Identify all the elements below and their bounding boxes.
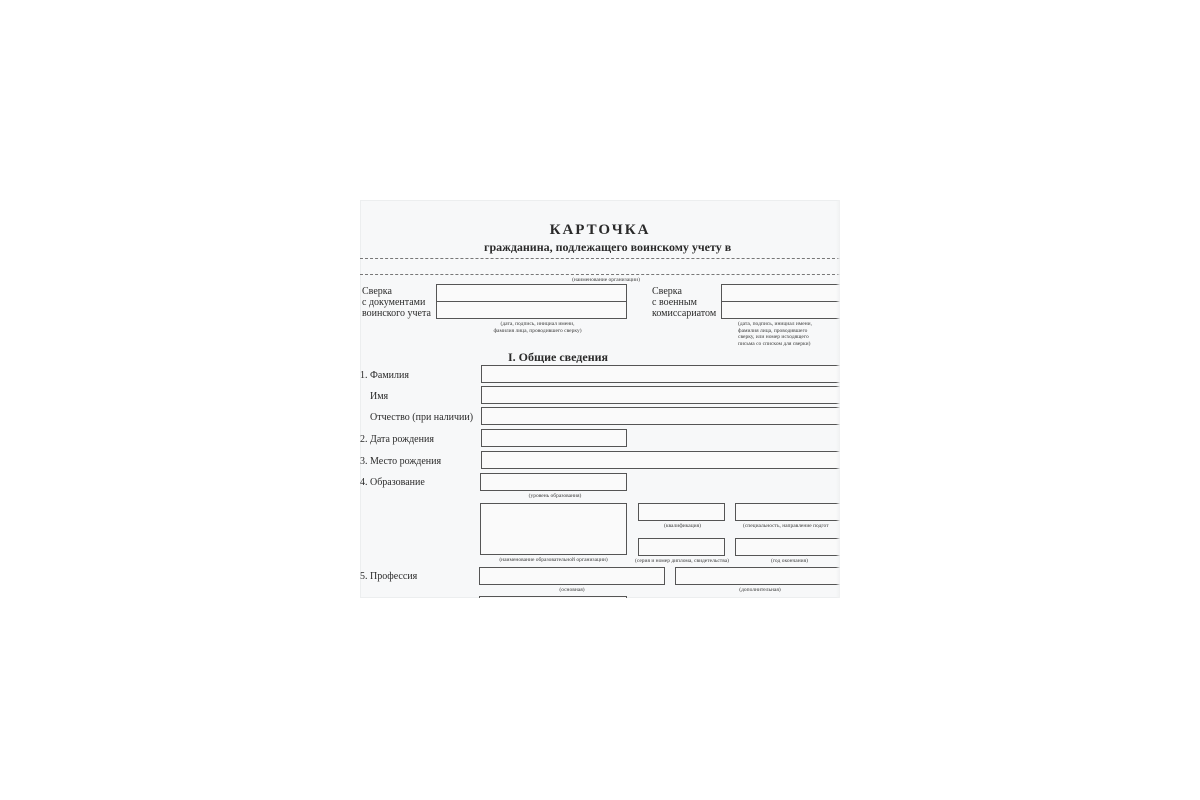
- birth-date-field[interactable]: [481, 429, 627, 447]
- diploma-caption: (серия и номер диплома, свидетельства): [634, 558, 729, 564]
- birth-date-label: 2. Дата рождения: [360, 434, 434, 445]
- profession-main-field[interactable]: [479, 567, 665, 585]
- profession-extra-field[interactable]: [675, 567, 840, 585]
- qualification-field[interactable]: [638, 503, 725, 521]
- card-subtitle: гражданина, подлежащего воинскому учету в: [484, 240, 732, 254]
- check-commissariat-caption: (дата, подпись, инициал имени, фамилия лица, проводившего сверку, или номер исходящего письма со списком для сверки): [738, 321, 812, 347]
- check-docs-field-2[interactable]: [436, 301, 627, 319]
- patronymic-label: Отчество (при наличии): [370, 412, 474, 423]
- profession-main-caption: (основная): [559, 587, 585, 593]
- education-org-field[interactable]: [480, 503, 627, 555]
- patronymic-field[interactable]: [481, 407, 840, 425]
- check-commissariat-field-2[interactable]: [721, 301, 840, 319]
- specialty-field[interactable]: [735, 503, 840, 521]
- check-docs-field-1[interactable]: [436, 284, 627, 302]
- profession-label: 5. Профессия: [360, 571, 418, 582]
- graduation-year-field[interactable]: [735, 538, 840, 556]
- check-docs-caption: (дата, подпись, инициал имени, фамилия лица, проводившего сверку): [493, 321, 582, 334]
- diploma-field[interactable]: [638, 538, 725, 556]
- profession-extra-caption: (дополнительная): [739, 587, 781, 593]
- org-name-line-2[interactable]: [360, 274, 840, 275]
- education-org-caption: (наименование образовательной организации): [499, 557, 608, 563]
- name-label: Имя: [370, 391, 389, 402]
- qualification-caption: (квалификация): [664, 523, 701, 529]
- org-name-line-1[interactable]: [360, 258, 840, 259]
- sheet-edge: [836, 200, 840, 598]
- check-commissariat-field-1[interactable]: [721, 284, 840, 302]
- education-level-field[interactable]: [480, 473, 627, 491]
- specialty-caption: (специальность, направление подгот: [743, 523, 829, 529]
- birth-place-label: 3. Место рождения: [360, 456, 442, 467]
- name-field[interactable]: [481, 386, 840, 404]
- education-label: 4. Образование: [360, 477, 425, 488]
- birth-place-field[interactable]: [481, 451, 840, 469]
- check-docs-label: Сверка с документами воинского учета: [362, 286, 431, 319]
- check-commissariat-label: Сверка с военным комиссариатом: [652, 286, 717, 319]
- next-row-field[interactable]: [479, 596, 627, 598]
- form-sheet: [360, 200, 840, 598]
- surname-field[interactable]: [481, 365, 840, 383]
- section-title: I. Общие сведения: [507, 350, 609, 364]
- education-level-caption: (уровень образования): [528, 493, 582, 499]
- graduation-year-caption: (год окончания): [770, 558, 808, 564]
- surname-label: 1. Фамилия: [360, 370, 409, 381]
- org-caption: (наименование организации): [572, 277, 640, 283]
- card-title: КАРТОЧКА: [549, 222, 651, 238]
